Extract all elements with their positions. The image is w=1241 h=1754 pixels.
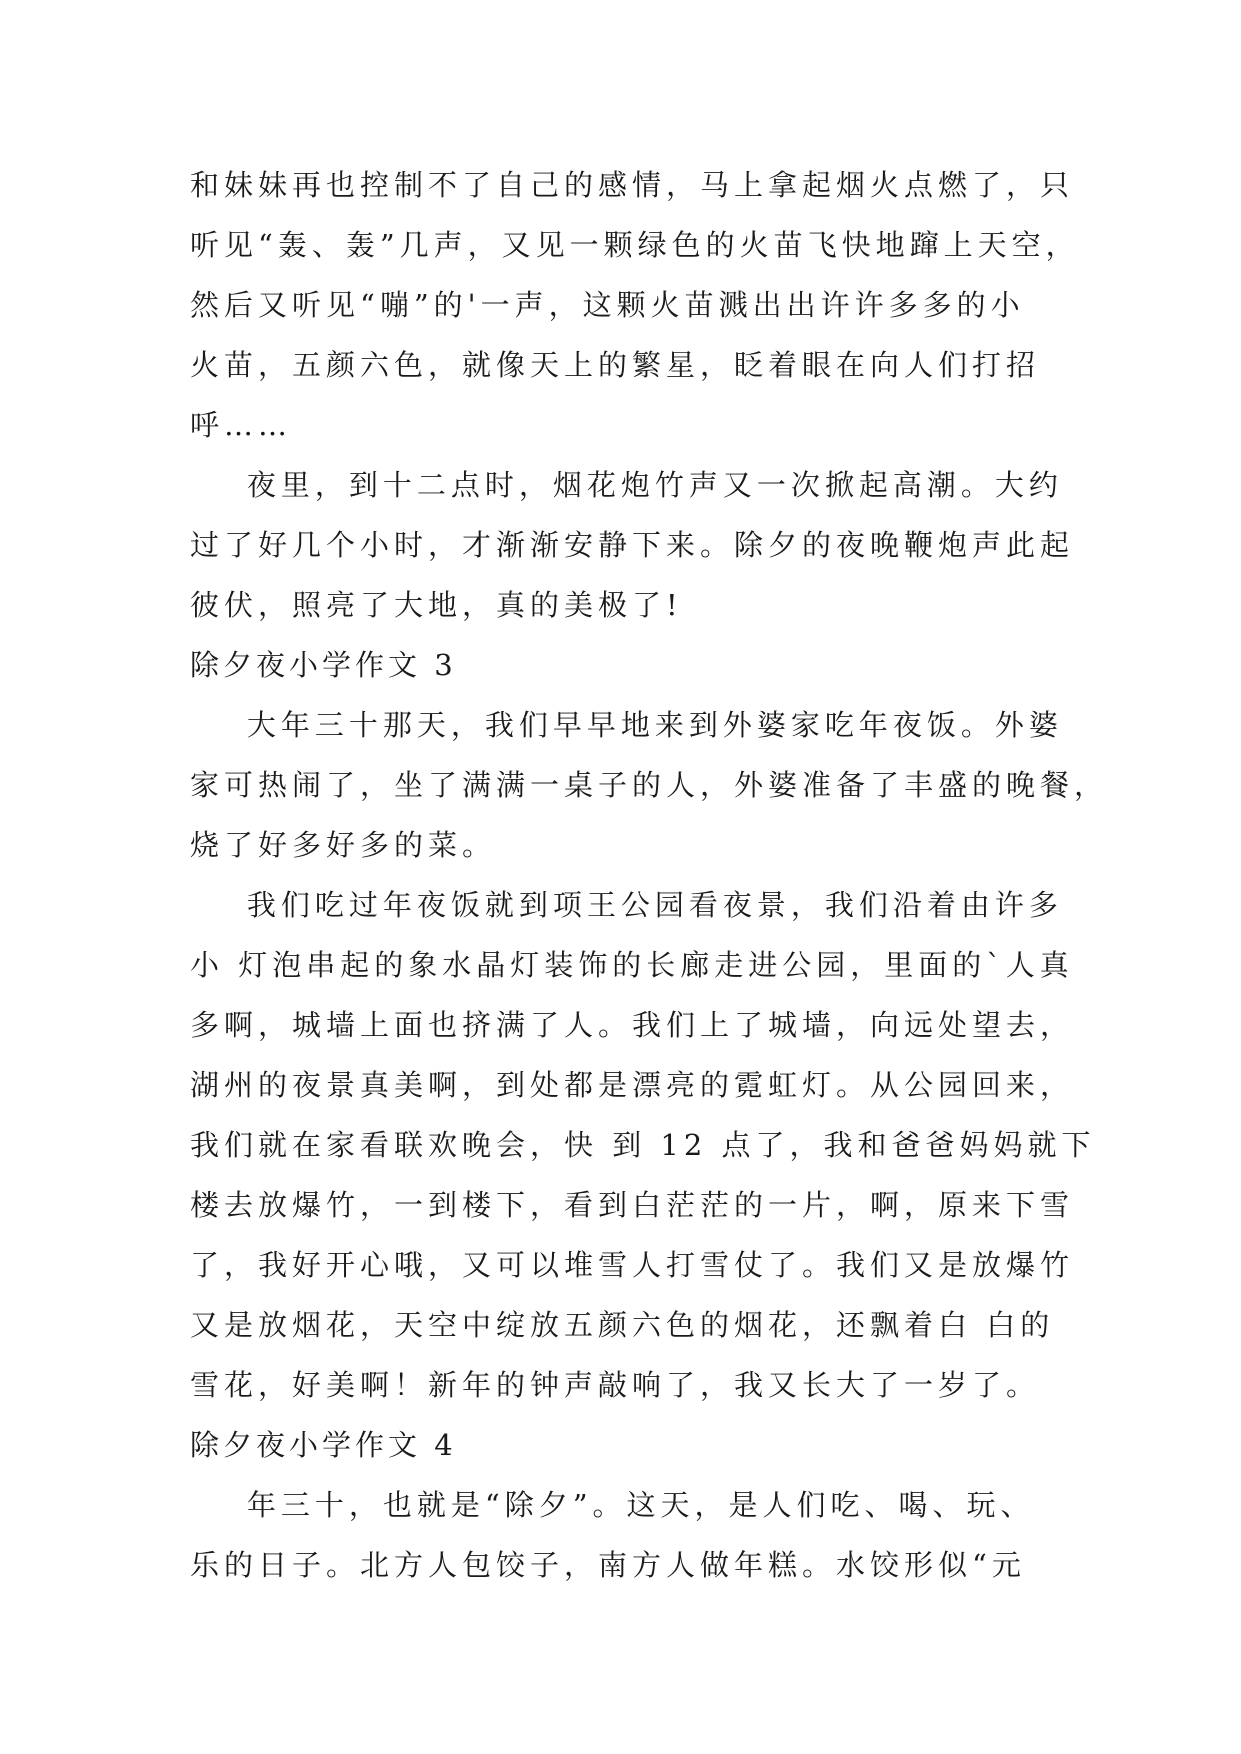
body-text-line: 然后又听见“嘣”的'一声，这颗火苗溅出出许许多多的小 — [190, 288, 1025, 322]
document-page — [190, 155, 1109, 1595]
body-text-line: 楼去放爆竹，一到楼下，看到白茫茫的一片，啊，原来下雪 — [190, 1188, 1075, 1222]
body-text-line: 雪花，好美啊！新年的钟声敲响了，我又长大了一岁了。 — [190, 1368, 1041, 1402]
body-text-line: 家可热闹了，坐了满满一桌子的人，外婆准备了丰盛的晚餐， — [190, 768, 1109, 802]
body-text-line: 小 灯泡串起的象水晶灯装饰的长廊走进公园，里面的`人真 — [190, 948, 1074, 982]
body-text-line: 多啊，城墙上面也挤满了人。我们上了城墙，向远处望去， — [190, 1008, 1075, 1042]
section-heading: 除夕夜小学作文 3 — [190, 648, 457, 682]
body-text-line: 了，我好开心哦，又可以堆雪人打雪仗了。我们又是放爆竹 — [190, 1248, 1075, 1282]
body-text-line: 烧了好多好多的菜。 — [190, 828, 497, 862]
body-text-line: 我们就在家看联欢晚会，快 到 12 点了，我和爸爸妈妈就下 — [190, 1128, 1096, 1162]
body-text-line: 火苗，五颜六色，就像天上的繁星，眨着眼在向人们打招 — [190, 348, 1041, 382]
section-heading: 除夕夜小学作文 4 — [190, 1428, 457, 1462]
body-text-line: 湖州的夜景真美啊，到处都是漂亮的霓虹灯。从公园回来， — [190, 1068, 1075, 1102]
paragraph-first-line: 年三十，也就是“除夕”。这天，是人们吃、喝、玩、 — [190, 1488, 1035, 1522]
body-text-line: 听见“轰、轰”几声，又见一颗绿色的火苗飞快地蹿上天空， — [190, 228, 1080, 262]
body-text-line: 和妹妹再也控制不了自己的感情，马上拿起烟火点燃了，只 — [190, 168, 1075, 202]
body-text-line: 又是放烟花，天空中绽放五颜六色的烟花，还飘着白 白的 — [190, 1308, 1055, 1342]
body-text-line: 彼伏，照亮了大地，真的美极了! — [190, 588, 683, 622]
body-text-line: 过了好几个小时，才渐渐安静下来。除夕的夜晚鞭炮声此起 — [190, 528, 1075, 562]
body-text-line: 呼…… — [190, 408, 293, 442]
paragraph-first-line: 夜里，到十二点时，烟花炮竹声又一次掀起高潮。大约 — [190, 468, 1063, 502]
paragraph-first-line: 大年三十那天，我们早早地来到外婆家吃年夜饭。外婆 — [190, 708, 1063, 742]
body-text-line: 乐的日子。北方人包饺子，南方人做年糕。水饺形似“元 — [190, 1548, 1026, 1582]
paragraph-first-line: 我们吃过年夜饭就到项王公园看夜景，我们沿着由许多 — [190, 888, 1063, 922]
